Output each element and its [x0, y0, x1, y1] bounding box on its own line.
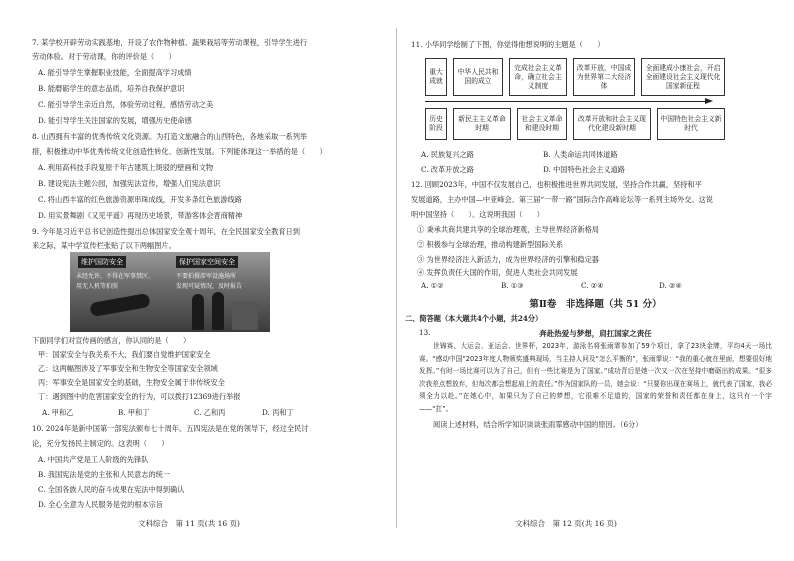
q11-option-c: C. 改革开放之路	[421, 165, 474, 174]
q13-number: 13.	[419, 328, 431, 337]
photo-caption-4: 发现可疑情况，及时报告	[176, 283, 243, 290]
q8-option-a: A. 利用高科技手段复原千年古建筑上斑驳的壁画和文物	[38, 163, 214, 172]
q12-statement-4: ④ 发挥负责任大国的作用，促进人类社会共同发展	[417, 268, 578, 277]
q9-statement-2: 乙：这两幅图涉及了军事安全和生物安全等国家安全领域	[38, 364, 218, 373]
q9-stem-cont: 来之际，某中学宣传栏张贴了以下两幅图片。	[32, 241, 176, 250]
q8-option-b: B. 建设宪法主题公园，加强宪法宣传，增强人们宪法意识	[38, 179, 221, 188]
q11-option-b: B. 人类命运共同体道路	[543, 150, 618, 159]
timeline-period: 新民主主义革命时期	[453, 108, 511, 140]
q9-option-c: C. 乙和丙	[194, 408, 226, 417]
q9-option-b: B. 甲和丁	[118, 408, 150, 417]
q13-task: 阅读上述材料，结合所学知识谈谈张雨霏感动中国的原因。（6分）	[433, 420, 643, 429]
q10-option-b: B. 我国宪法是党的主张和人民意志的统一	[38, 470, 171, 479]
timeline-row2-label: 历史阶段	[425, 108, 447, 140]
right-page	[397, 0, 794, 561]
airplane-shape	[89, 293, 151, 317]
photo-caption-1: 未经允许，不得在军事禁区、	[76, 273, 155, 280]
q7-stem-cont: 劳动体验。对于劳动课，你的评价是（ ）	[32, 52, 176, 61]
left-page-footer: 文科综合 第 11 页(共 16 页)	[138, 519, 240, 528]
q7-option-a: A. 能引导学生掌握职业技能，全面提高学习成绩	[38, 68, 192, 77]
q9-stem: 9. 今年是习近平总书记创造性提出总体国家安全观十周年，在全民国家安全教育日到	[32, 227, 300, 236]
q12-option-b: B. ①③	[501, 281, 524, 290]
photo-caption-3: 不要拍摄涉军设施场所	[176, 273, 237, 280]
part-heading: 二、简答题（本大题共4个小题，共24分）	[405, 314, 543, 323]
timeline-row1-label: 重大成就	[425, 58, 447, 96]
q8-option-d: D. 用实景舞剧《又见平遥》再现历史场景，带游客体会晋商精神	[38, 211, 243, 220]
q9-statement-3: 丙：军事安全是国家安全的基础，生物安全属于非传统安全	[38, 378, 225, 387]
q7-stem: 7. 某学校开辟劳动实践基地，开设了农作物种植、蔬果栽培等劳动课程，引导学生进行	[32, 38, 308, 47]
q10-stem-cont: 论，充分发扬民主制定的。这表明（ ）	[32, 439, 169, 448]
q8-stem-cont: 措，积极推动中华优秀传统文化创造性转化、创新性发展。下列能体现这一举措的是（ ）	[32, 147, 327, 156]
photo-banner-left: 维护国防安全	[78, 256, 126, 268]
q7-option-c: C. 能引导学生亲近自然，体验劳动过程，感悟劳动之美	[38, 100, 214, 109]
essay-passage: 世锦赛、大运会、亚运会、世界杯，2023年，游泳名将张雨霏参加了59个项目，拿了23块金牌，平均4天一场比赛。“感动中国”2023年度人物颁奖盛典现场，当主持人问及“怎么平衡的”，张雨霏说：“我的重心就在里面，想要很好地发挥。”有时一场比赛可以为了自己，但有一些比赛是为了国家。”成功背后是她一次又一次在坚持中磨砺出的成果。“很多次我差点想放弃，但每次都会想起肩上的责任。”作为国家队的一员，她会说：“只要你出现在赛场上，就代表了国家，我必须全力以赴。”在她心中，如果只为了自己的梦想，它很难不足道的，国家的荣誉和责任都在身上，这只有一个字——“扛”。	[419, 342, 772, 413]
right-page-footer: 文科综合 第 12 页(共 16 页)	[515, 519, 617, 528]
q8-stem: 8. 山西拥有丰富的优秀传统文化资源。为打造文旅融合的山西特色，各地采取一系列举	[32, 132, 308, 141]
essay-title: 奔赴热爱与梦想，肩扛国家之责任	[539, 329, 652, 338]
q9-statement-1: 甲：国家安全与我关系不大，我们要自觉维护国家安全	[38, 350, 211, 359]
q11-stem: 11. 小华同学绘制了下图，你觉得他想说明的主题是（ ）	[411, 40, 605, 49]
photo-banner-right: 保护国家空间安全	[176, 256, 238, 268]
timeline-achievement: 完成社会主义革命，确立社会主义制度	[509, 58, 567, 96]
q10-option-a: A. 中国共产党是工人阶级的先锋队	[38, 455, 149, 464]
timeline-arrow	[425, 101, 707, 102]
photo-caption-2: 用无人机等拍照	[76, 283, 119, 290]
q9-statement-4: 丁：遇到图中的危害国家安全的行为，可以拨打12369进行举报	[38, 392, 241, 401]
q12-stem-cont: 发展道路，主办中国—中亚峰会、第三届“一带一路”国际合作高峰论坛等一系列主场外交。这说	[411, 195, 714, 204]
timeline-period: 社会主义革命和建设时期	[517, 108, 567, 140]
q11-option-a: A. 民族复兴之路	[421, 150, 474, 159]
q12-option-c: C. ②④	[581, 281, 604, 290]
q12-stem: 12. 回顾2023年，中国不仅发展自己，也积极推进世界共同发展，坚持合作共赢，坚持和平	[411, 180, 702, 189]
person-silhouette	[212, 292, 224, 330]
q8-option-c: C. 将山西丰富的红色旅游资源串珠成线，开发多条红色旅游线路	[38, 195, 242, 204]
q10-stem: 10. 2024年是新中国第一部宪法颁布七十周年。五四宪法是在党的领导下，经过全民讨	[32, 424, 309, 433]
q10-option-c: C. 全国各族人民的奋斗成果在宪法中得到确认	[38, 485, 185, 494]
q12-stem-cont: 明中国坚持（ ）。这说明我国（ ）	[411, 210, 544, 219]
timeline-arrowhead-icon	[705, 98, 713, 104]
q12-option-d: D. ②④	[659, 281, 682, 290]
section-title: 第Ⅱ卷 非选择题（共 51 分）	[529, 299, 662, 310]
timeline-achievement: 中华人民共和国的成立	[453, 58, 503, 96]
q7-option-d: D. 能引导学生关注国家的发展，增强历史使命感	[38, 116, 192, 125]
q9-propaganda-photos	[70, 252, 270, 332]
equipment-shape	[232, 302, 258, 330]
person-silhouette	[192, 294, 204, 330]
q7-option-b: B. 能磨砺学生的意志品质，培养自我保护意识	[38, 84, 185, 93]
q9-prompt: 下面同学们对宣传画的感言，你认同的是（ ）	[32, 336, 191, 345]
q9-option-d: D. 丙和丁	[262, 408, 294, 417]
q11-option-d: D. 中国特色社会主义道路	[543, 165, 625, 174]
q12-statement-3: ③ 为世界经济注入新活力，成为世界经济的引擎和稳定器	[417, 255, 599, 264]
q12-statement-2: ② 积极参与全球治理，推动构建新型国际关系	[417, 240, 564, 249]
q10-option-d: D. 全心全意为人民服务是党的根本宗旨	[38, 500, 164, 509]
q12-option-a: A. ①②	[421, 281, 444, 290]
timeline-period: 改革开放和社会主义现代化建设新时期	[573, 108, 651, 140]
q12-statement-1: ① 秉承共商共建共享的全球治理观，主导世界经济新格局	[417, 225, 599, 234]
timeline-period: 中国特色社会主义新时代	[657, 108, 725, 140]
q9-option-a: A. 甲和乙	[42, 408, 74, 417]
timeline-achievement: 全面建成小康社会，开启全面建设社会主义现代化国家新征程	[641, 58, 725, 96]
timeline-achievement: 改革开放，中国成为世界第二大经济体	[573, 58, 635, 96]
